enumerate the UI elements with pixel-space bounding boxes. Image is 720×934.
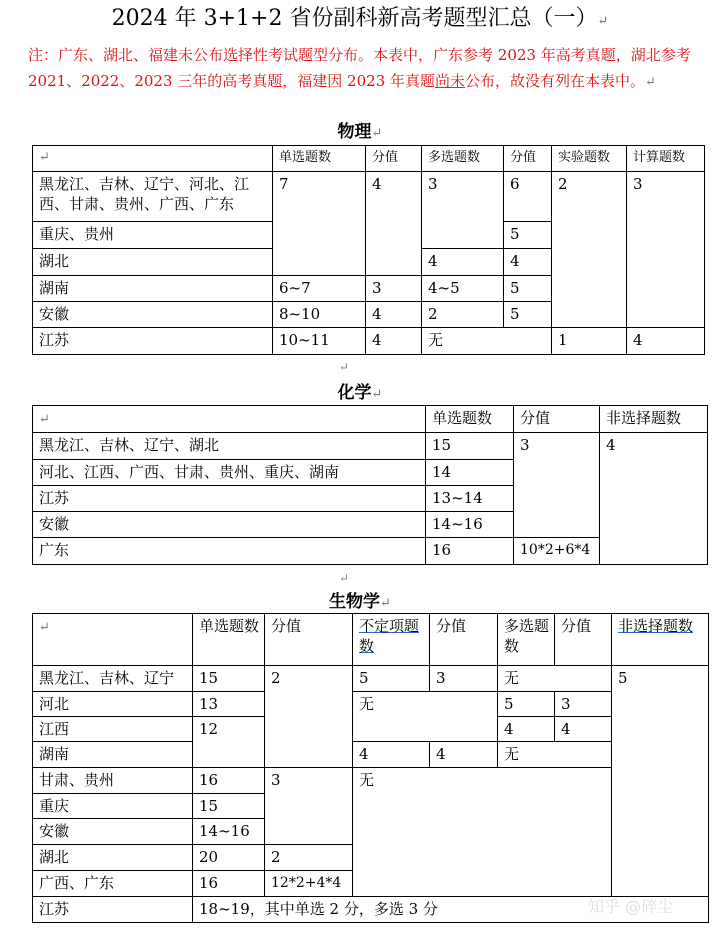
physics-cell: 10~11 xyxy=(273,328,366,355)
physics-cell: 6~7 xyxy=(273,276,366,302)
watermark: 知乎 @碎尘 xyxy=(588,897,674,916)
physics-province: 安徽 xyxy=(33,302,273,328)
biology-cell: 2 xyxy=(265,666,353,768)
chemistry-heading: 化学↵ xyxy=(337,383,383,403)
physics-province: 湖南 xyxy=(33,276,273,302)
physics-cell: 4 xyxy=(627,328,705,355)
physics-cell: 4 xyxy=(504,249,552,276)
biology-header-multi: 多选题数 xyxy=(498,614,555,666)
biology-cell: 5 xyxy=(498,692,555,717)
physics-cell: 4 xyxy=(422,249,504,276)
biology-heading: 生物学↵ xyxy=(329,592,391,612)
biology-cell: 无 xyxy=(353,692,498,742)
biology-cell: 16 xyxy=(193,871,265,897)
biology-header-mscore: 分值 xyxy=(555,614,612,666)
chemistry-province: 黑龙江、吉林、辽宁、湖北 xyxy=(33,433,426,460)
chemistry-cell: 4 xyxy=(600,433,708,565)
biology-province: 湖南 xyxy=(33,742,193,768)
physics-cell: 3 xyxy=(422,172,504,249)
biology-cell: 12*2+4*4 xyxy=(265,871,353,897)
physics-province: 湖北 xyxy=(33,249,273,276)
biology-cell: 20 xyxy=(193,845,265,871)
biology-header-iscore: 分值 xyxy=(430,614,498,666)
physics-header-mscore: 分值 xyxy=(504,146,552,172)
chemistry-province: 安徽 xyxy=(33,512,426,538)
biology-province: 重庆 xyxy=(33,794,193,819)
note-paragraph: 注：广东、湖北、福建未公布选择性考试题型分布。本表中，广东参考 2023 年高考真题，湖北参考 2021、2022、2023 三年的高考真题，福建因 2023 年真题尚未公布，故没有列在本表中。↵ xyxy=(28,46,691,90)
physics-header-multi: 多选题数 xyxy=(422,146,504,172)
physics-province: 黑龙江、吉林、辽宁、河北、江西、甘肃、贵州、广西、广东 xyxy=(33,172,273,222)
biology-cell: 5 xyxy=(353,666,430,692)
physics-cell: 5 xyxy=(504,276,552,302)
biology-cell: 4 xyxy=(353,742,430,768)
physics-cell: 2 xyxy=(552,172,627,328)
chemistry-corner: ↵ xyxy=(33,406,426,433)
biology-cell: 12 xyxy=(193,717,265,768)
biology-province: 湖北 xyxy=(33,845,193,871)
biology-header-single: 单选题数 xyxy=(193,614,265,666)
biology-cell: 3 xyxy=(430,666,498,692)
biology-cell: 无 xyxy=(353,768,612,897)
biology-cell: 3 xyxy=(555,692,612,717)
physics-province: 重庆、贵州 xyxy=(33,222,273,249)
chemistry-province: 河北、江西、广西、甘肃、贵州、重庆、湖南 xyxy=(33,460,426,486)
biology-corner: ↵ xyxy=(33,614,193,666)
biology-province: 黑龙江、吉林、辽宁 xyxy=(33,666,193,692)
chemistry-header-nonchoice: 非选择题数 xyxy=(600,406,708,433)
chemistry-province: 广东 xyxy=(33,538,426,565)
biology-province: 江西 xyxy=(33,717,193,742)
biology-cell: 14~16 xyxy=(193,819,265,845)
physics-corner: ↵ xyxy=(33,146,273,172)
biology-province: 安徽 xyxy=(33,819,193,845)
biology-cell: 3 xyxy=(265,768,353,845)
chemistry-cell: 16 xyxy=(426,538,514,565)
physics-header-calc: 计算题数 xyxy=(627,146,705,172)
physics-cell: 7 xyxy=(273,172,366,276)
physics-cell: 6 xyxy=(504,172,552,222)
physics-province: 江苏 xyxy=(33,328,273,355)
biology-cell: 4 xyxy=(430,742,498,768)
biology-header-indef: 不定项题数 xyxy=(353,614,430,666)
biology-province: 江苏 xyxy=(33,897,193,923)
physics-heading: 物理↵ xyxy=(337,122,383,142)
biology-cell: 5 xyxy=(612,666,709,897)
biology-province: 广西、广东 xyxy=(33,871,193,897)
biology-province: 甘肃、贵州 xyxy=(33,768,193,794)
biology-header-nonchoice: 非选择题数 xyxy=(612,614,709,666)
biology-cell: 13 xyxy=(193,692,265,717)
chemistry-cell: 14~16 xyxy=(426,512,514,538)
physics-cell: 4~5 xyxy=(422,276,504,302)
biology-cell: 16 xyxy=(193,768,265,794)
biology-cell: 15 xyxy=(193,794,265,819)
physics-cell: 1 xyxy=(552,328,627,355)
physics-cell: 5 xyxy=(504,302,552,328)
physics-header-single: 单选题数 xyxy=(273,146,366,172)
chemistry-header-score: 分值 xyxy=(514,406,600,433)
physics-cell: 无 xyxy=(422,328,552,355)
biology-cell: 18~19，其中单选 2 分，多选 3 分 xyxy=(193,897,709,923)
chemistry-table xyxy=(32,405,708,565)
biology-cell: 无 xyxy=(498,666,612,692)
biology-cell: 4 xyxy=(555,717,612,742)
physics-cell: 3 xyxy=(366,276,422,302)
biology-header-score: 分值 xyxy=(265,614,353,666)
physics-cell: 3 xyxy=(627,172,705,328)
biology-province: 河北 xyxy=(33,692,193,717)
chemistry-cell: 15 xyxy=(426,433,514,460)
document-title: 2024 年 3+1+2 省份副科新高考题型汇总（一）↵ xyxy=(111,6,609,31)
physics-table xyxy=(32,145,705,355)
physics-cell: 8~10 xyxy=(273,302,366,328)
physics-cell: 4 xyxy=(366,328,422,355)
paragraph-mark: ↵ xyxy=(339,360,350,374)
physics-cell: 4 xyxy=(366,172,422,276)
physics-cell: 5 xyxy=(504,222,552,249)
chemistry-cell: 14 xyxy=(426,460,514,486)
physics-header-exp: 实验题数 xyxy=(552,146,627,172)
chemistry-province: 江苏 xyxy=(33,486,426,512)
chemistry-cell: 10*2+6*4 xyxy=(514,538,600,565)
paragraph-mark: ↵ xyxy=(339,571,350,585)
biology-cell: 无 xyxy=(498,742,612,768)
biology-cell: 2 xyxy=(265,845,353,871)
biology-cell: 15 xyxy=(193,666,265,692)
physics-header-score: 分值 xyxy=(366,146,422,172)
chemistry-cell: 13~14 xyxy=(426,486,514,512)
biology-cell: 4 xyxy=(498,717,555,742)
physics-cell: 2 xyxy=(422,302,504,328)
chemistry-header-single: 单选题数 xyxy=(426,406,514,433)
biology-table xyxy=(32,613,709,923)
physics-cell: 4 xyxy=(366,302,422,328)
chemistry-cell: 3 xyxy=(514,433,600,538)
